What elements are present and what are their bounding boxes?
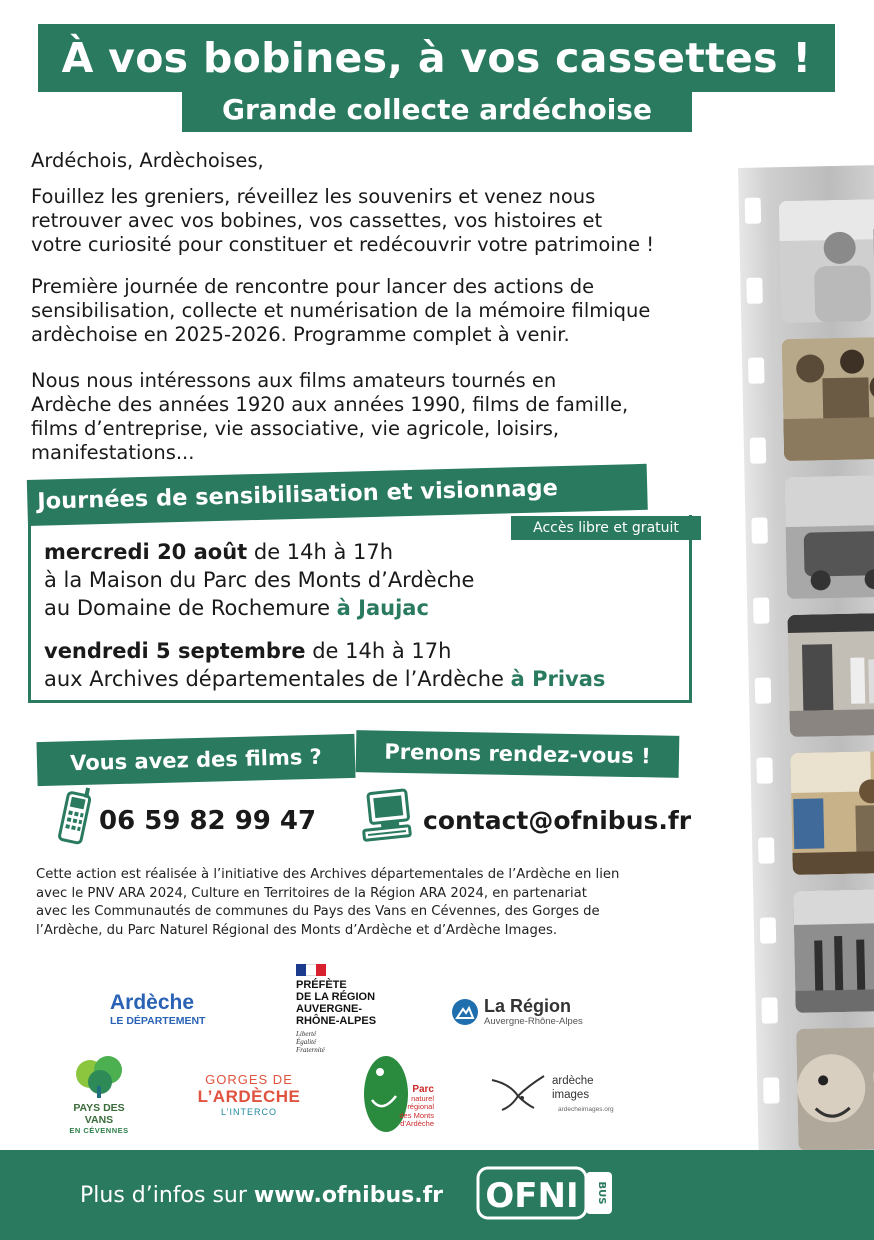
appointment-banner: Prenons rendez-vous ! <box>356 730 680 778</box>
session-venue: aux Archives départementales de l’Ardèche <box>44 667 511 691</box>
logo-text-line: des Monts d’Ardèche <box>399 1110 434 1128</box>
session-line <box>44 637 605 665</box>
logo-text <box>372 1086 434 1129</box>
logo-text-line: régional <box>407 1102 434 1111</box>
credits-line: l’Ardèche, du Parc Naturel Régional des Monts d’Ardèche et d’Ardèche Images. <box>36 922 558 938</box>
credits-line: Cette action est réalisée à l’initiative des Archives départementales de l’Ardèche en lien <box>36 867 620 882</box>
tree-icon <box>64 1052 134 1098</box>
text-line: manifestations... <box>31 441 195 464</box>
session-line <box>44 594 474 622</box>
sprocket-hole <box>761 997 778 1023</box>
footer-info <box>80 1180 443 1212</box>
subtitle: Grande collecte ardéchoise <box>182 88 692 132</box>
sprocket-hole <box>745 198 762 224</box>
logo-prefete-region <box>296 964 406 1060</box>
footer-prefix: Plus d’infos sur <box>80 1183 254 1208</box>
intro-paragraph-2 <box>31 275 731 347</box>
sprocket-hole <box>756 757 773 783</box>
session-time: de 14h à 17h <box>247 540 394 564</box>
logo-url: ardecheimages.org <box>558 1106 614 1113</box>
credits-line: avec les Communautés de communes du Pays des Vans en Cévennes, des Gorges de <box>36 904 600 919</box>
text-line: Première journée de rencontre pour lancer des actions de <box>31 275 595 298</box>
credits-line: avec le PNV ARA 2024, Culture en Territoires de la Région ARA 2024, en partenariat <box>36 885 587 901</box>
region-mountain-icon <box>452 999 478 1025</box>
session-date: mercredi 20 août <box>44 540 248 564</box>
logo-text: L’ARDÈCHE <box>197 1087 301 1106</box>
text-line: retrouver avec vos bobines, vos cassettes, vos histoires et <box>31 209 603 232</box>
logo-subtext: Auvergne-Rhône-Alpes <box>484 1015 583 1027</box>
logo-pays-des-vans <box>64 1052 134 1135</box>
ofni-logo-side-text: BUS <box>596 1181 607 1205</box>
email-address[interactable]: contact@ofnibus.fr <box>423 806 692 835</box>
session-time: de 14h à 17h <box>305 639 452 663</box>
film-frame-photo <box>779 199 874 323</box>
have-films-banner: Vous avez des films ? <box>36 734 355 786</box>
logo-text-line: Parc <box>412 1084 434 1095</box>
sprocket-hole <box>750 437 767 463</box>
logo-motto: Liberté Égalité Fraternité <box>296 1030 325 1054</box>
access-badge: Accès libre et gratuit <box>511 516 701 540</box>
text-line: Nous nous intéressons aux films amateurs tournés en <box>31 369 557 392</box>
logo-subtext: EN CÉVENNES <box>69 1126 129 1135</box>
computer-icon <box>356 786 416 842</box>
logo-text: ardèche images <box>552 1075 594 1101</box>
session-jaujac <box>44 538 474 622</box>
logo-la-region <box>452 994 592 1030</box>
logo-gorges-ardeche <box>194 1072 304 1120</box>
sprocket-hole <box>753 597 770 623</box>
text-line: votre curiosité pour constituer et redécouvrir votre patrimoine ! <box>31 233 655 256</box>
film-frame-photo <box>790 751 874 875</box>
logo-ardeche-departement <box>110 992 230 1034</box>
logo-text: La Région <box>484 995 572 1016</box>
sprocket-hole <box>760 917 777 943</box>
french-flag-icon <box>296 964 326 976</box>
logo-text: PAYS DES VANS <box>73 1102 125 1126</box>
session-venue: au Domaine de Rochemure <box>44 596 337 620</box>
text-line: Ardèche des années 1920 aux années 1990, films de famille, <box>31 393 629 416</box>
logo-text-line: naturel <box>411 1093 434 1103</box>
ofni-logo-text: OFNI <box>485 1176 579 1216</box>
logo-parc-monts-ardeche <box>362 1050 434 1140</box>
sprocket-hole <box>748 357 765 383</box>
session-place: à Jaujac <box>336 596 429 620</box>
mobile-phone-icon <box>54 786 98 846</box>
logo-text: GORGES DE <box>205 1072 293 1087</box>
website-link[interactable]: www.ofnibus.fr <box>253 1183 444 1208</box>
film-frame-photo <box>782 337 874 461</box>
film-frame-photo <box>793 888 874 1012</box>
film-strip-image <box>738 165 874 1240</box>
session-privas <box>44 637 605 693</box>
session-place: à Privas <box>510 667 606 691</box>
intro-paragraph-1 <box>31 185 731 257</box>
sprocket-hole <box>758 837 775 863</box>
text-line: Fouillez les greniers, réveillez les souvenirs et venez nous <box>31 185 596 208</box>
film-frame-photo <box>796 1026 874 1150</box>
session-line: à la Maison du Parc des Monts d’Ardèche <box>44 568 475 592</box>
intro-paragraph-3 <box>31 369 731 465</box>
text-line: films d’entreprise, vie associative, vie agricole, loisirs, <box>31 417 560 440</box>
sprocket-hole <box>755 677 772 703</box>
phone-number[interactable]: 06 59 82 99 47 <box>99 806 317 836</box>
logo-subtext: LE DÉPARTEMENT <box>110 1015 206 1027</box>
session-date: vendredi 5 septembre <box>44 639 306 663</box>
sprocket-hole <box>746 278 763 304</box>
film-frame-photo <box>784 475 874 599</box>
session-line <box>44 665 605 693</box>
logo-ardeche-images <box>488 1068 628 1118</box>
text-line: ardèchoise en 2025-2026. Programme complet à venir. <box>31 323 570 346</box>
credits-text <box>36 866 736 940</box>
rabbit-icon <box>488 1070 548 1114</box>
sprocket-hole <box>751 517 768 543</box>
text-line: sensibilisation, collecte et numérisation de la mémoire filmique <box>31 299 651 322</box>
film-frame-photo <box>787 613 874 737</box>
logo-ofnibus <box>476 1166 616 1222</box>
greeting: Ardéchois, Ardèchoises, <box>31 149 264 172</box>
main-title: À vos bobines, à vos cassettes ! <box>38 24 835 92</box>
sprocket-hole <box>763 1077 780 1103</box>
logo-text: Ardèche <box>110 991 195 1014</box>
sessions-title: Journées de sensibilisation et visionnage <box>27 464 648 526</box>
logo-text: PRÉFÈTE DE LA RÉGION AUVERGNE- RHÔNE-ALPES <box>296 979 377 1027</box>
logo-subtext: L’INTERCO <box>220 1107 277 1117</box>
session-line <box>44 538 474 566</box>
